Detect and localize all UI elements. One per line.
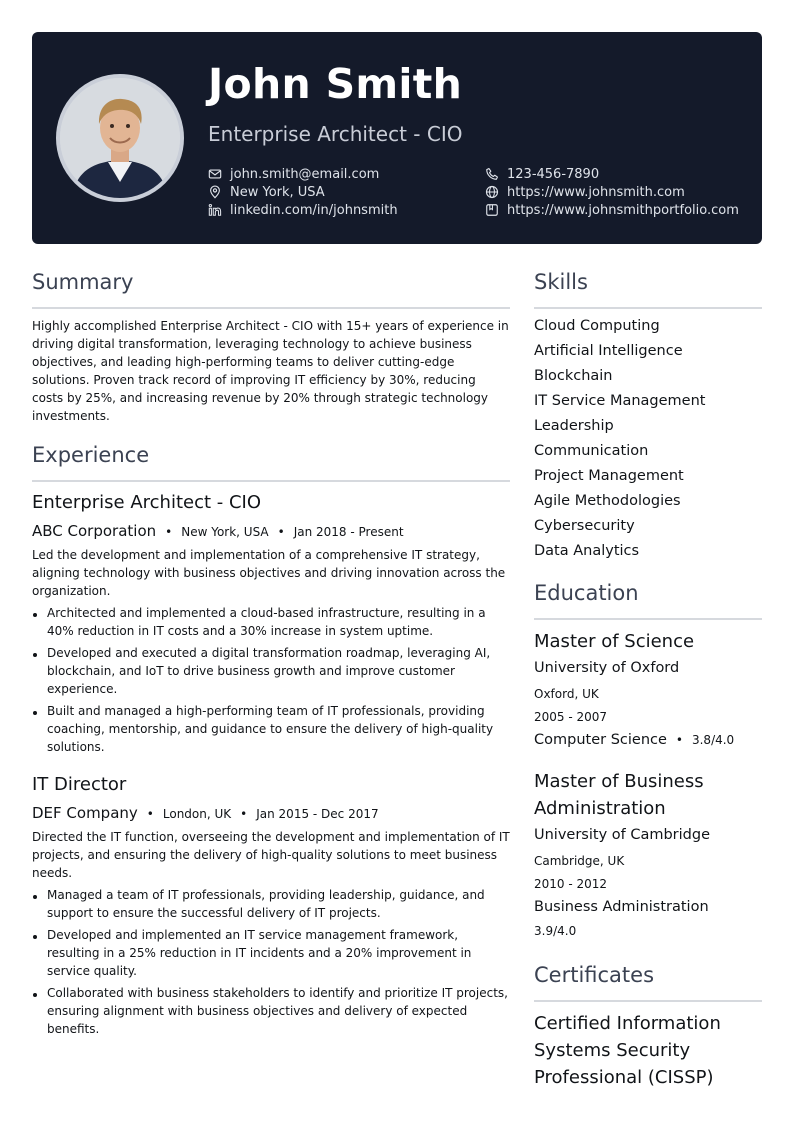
separator-dot: • — [277, 525, 285, 539]
phone-text: 123-456-7890 — [507, 166, 600, 182]
job-bullet: Developed and implemented an IT service management framework, resulting in a 25% reduction in IT incidents and a 20% improvement in service quality. — [32, 926, 510, 980]
separator-dot: • — [675, 733, 683, 747]
summary-heading: Summary — [32, 270, 134, 294]
job-location: New York, USA — [181, 525, 269, 539]
education-school: University of Cambridge — [534, 827, 710, 843]
education-field-row — [534, 732, 734, 748]
job-company: ABC Corporation — [32, 522, 157, 540]
skill-item: Project Management — [534, 468, 684, 484]
education-location: Oxford, UK — [534, 687, 599, 701]
linkedin-contact[interactable] — [208, 201, 398, 219]
education-heading: Education — [534, 581, 639, 605]
education-degree: Master of Business Administration — [534, 771, 704, 819]
skill-item: Agile Methodologies — [534, 493, 681, 509]
education-school: University of Oxford — [534, 660, 680, 676]
location-text: New York, USA — [230, 184, 325, 200]
skill-item: Data Analytics — [534, 543, 640, 559]
skill-item: Blockchain — [534, 368, 613, 384]
job-title: IT Director — [32, 774, 127, 795]
skill-item: Cybersecurity — [534, 518, 635, 534]
email-text: john.smith@email.com — [230, 166, 380, 182]
skill-item: Cloud Computing — [534, 318, 660, 334]
certificates-divider — [534, 1000, 762, 1002]
job-description: Directed the IT function, overseeing the development and implementation of IT projects, and ensuring the delivery of high-quality solutions to meet business needs. — [32, 830, 510, 880]
education-field: Business Administration — [534, 899, 709, 915]
education-dates: 2005 - 2007 — [534, 710, 608, 724]
education-field: Computer Science — [534, 732, 667, 748]
website-contact[interactable] — [485, 183, 685, 201]
person-portrait-icon — [60, 78, 180, 198]
job-bullet-list — [32, 886, 510, 1042]
job-bullet: Developed and executed a digital transformation roadmap, leveraging AI, blockchain, and IoT to drive business growth and improve customer experience. — [32, 644, 510, 698]
skill-item: Communication — [534, 443, 649, 459]
skills-divider — [534, 307, 762, 309]
website-text: https://www.johnsmith.com — [507, 184, 685, 200]
candidate-name: John Smith — [208, 60, 463, 108]
experience-divider — [32, 480, 510, 482]
linkedin-icon — [208, 203, 222, 217]
job-meta — [32, 804, 379, 822]
portfolio-icon — [485, 203, 499, 217]
job-dates: Jan 2015 - Dec 2017 — [256, 807, 379, 821]
phone-icon — [485, 167, 499, 181]
education-location: Cambridge, UK — [534, 854, 625, 868]
location-contact — [208, 183, 325, 201]
skill-item: Leadership — [534, 418, 614, 434]
portfolio-contact[interactable] — [485, 201, 739, 219]
job-description: Led the development and implementation of a comprehensive IT strategy, aligning technology with business objectives and driving innovation across the organization. — [32, 548, 506, 598]
job-bullet: Managed a team of IT professionals, providing leadership, guidance, and support to ensure the successful delivery of IT projects. — [32, 886, 510, 922]
profile-photo — [56, 74, 184, 202]
summary-divider — [32, 307, 510, 309]
email-contact[interactable] — [208, 165, 379, 183]
portfolio-text: https://www.johnsmithportfolio.com — [507, 202, 739, 218]
summary-text: Highly accomplished Enterprise Architect - CIO with 15+ years of experience in driving digital transformation, leveraging technology to achieve business objectives, and leading high-performing teams to deliver cutting-edge solutions. Proven track record of improving IT efficiency by 30%, reducing costs by 25%, and increasing revenue by 20% through strategic technology investments. — [32, 319, 509, 423]
job-dates: Jan 2018 - Present — [293, 525, 404, 539]
certificate-item: Certified Information Systems Security Professional (CISSP) — [534, 1013, 721, 1088]
education-gpa: 3.8/4.0 — [691, 733, 735, 747]
skill-item: Artificial Intelligence — [534, 343, 683, 359]
job-title: Enterprise Architect - CIO — [32, 492, 262, 513]
phone-contact[interactable] — [485, 165, 599, 183]
candidate-role: Enterprise Architect - CIO — [208, 122, 463, 146]
education-dates: 2010 - 2012 — [534, 877, 608, 891]
job-company: DEF Company — [32, 804, 138, 822]
certificates-heading: Certificates — [534, 963, 655, 987]
linkedin-text: linkedin.com/in/johnsmith — [230, 202, 398, 218]
map-pin-icon — [208, 185, 222, 199]
education-gpa: 3.9/4.0 — [534, 924, 577, 938]
globe-icon — [485, 185, 499, 199]
skills-heading: Skills — [534, 270, 588, 294]
job-bullet: Built and managed a high-performing team of IT professionals, providing coaching, mentorship, and guidance to ensure the delivery of high-quality solutions. — [32, 702, 510, 756]
education-degree: Master of Science — [534, 631, 695, 652]
skill-item: IT Service Management — [534, 393, 706, 409]
education-divider — [534, 618, 762, 620]
job-bullet: Collaborated with business stakeholders to identify and prioritize IT projects, ensuring alignment with business objectives and delivery of expected benefits. — [32, 984, 510, 1038]
experience-heading: Experience — [32, 443, 150, 467]
separator-dot: • — [240, 807, 248, 821]
separator-dot: • — [165, 525, 173, 539]
envelope-icon — [208, 167, 222, 181]
separator-dot: • — [146, 807, 154, 821]
resume-header — [32, 32, 762, 244]
job-location: London, UK — [162, 807, 232, 821]
job-bullet-list — [32, 604, 510, 760]
job-meta — [32, 522, 404, 540]
job-bullet: Architected and implemented a cloud-based infrastructure, resulting in a 40% reduction in IT costs and a 30% increase in system uptime. — [32, 604, 510, 640]
